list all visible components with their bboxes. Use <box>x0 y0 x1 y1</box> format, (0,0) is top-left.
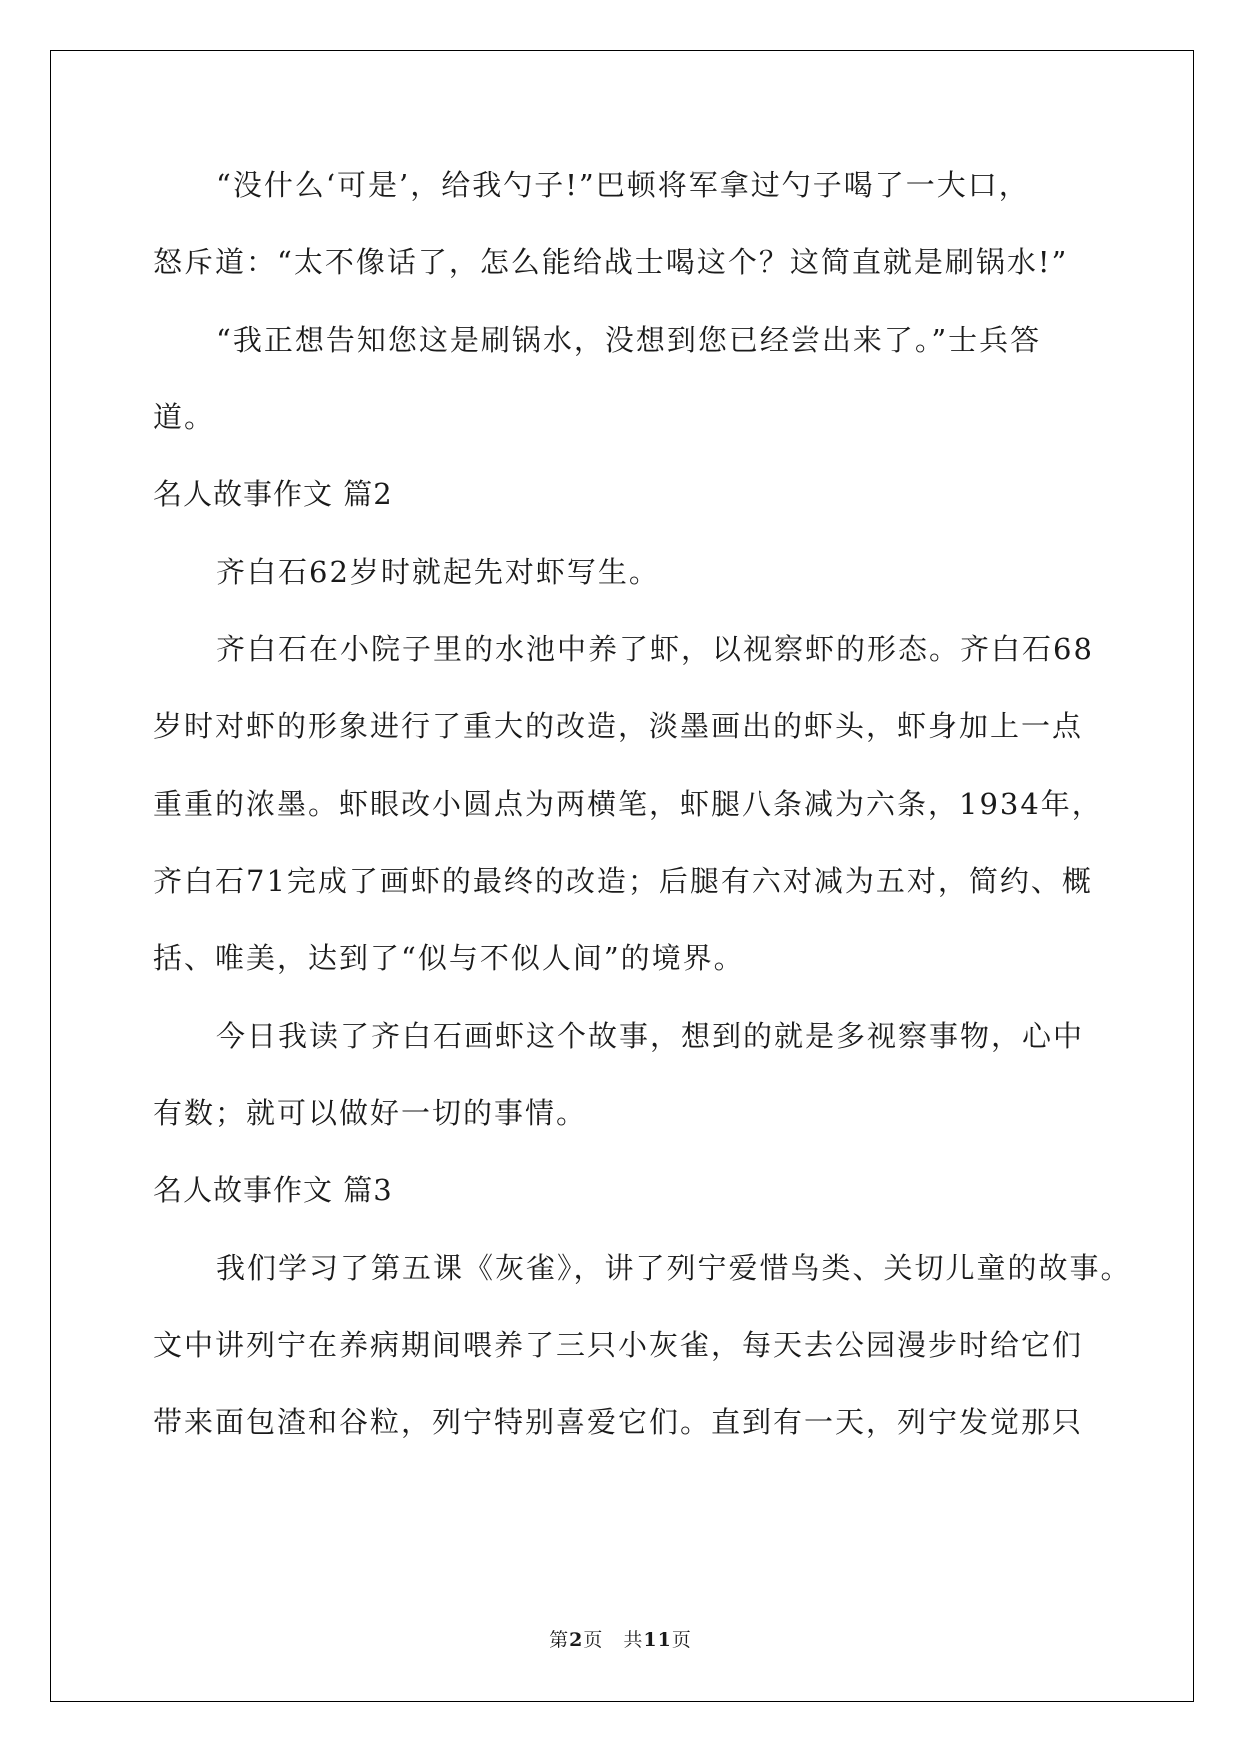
section-heading: 名人故事作文 篇3 <box>153 1173 393 1207</box>
page-suffix: 页 <box>671 1629 692 1651</box>
paragraph-line: 齐白石71完成了画虾的最终的改造；后腿有六对减为五对，简约、概 <box>153 864 1093 898</box>
section-heading: 名人故事作文 篇2 <box>153 477 393 511</box>
paragraph-line: 括、唯美，达到了“似与不似人间”的境界。 <box>153 941 745 975</box>
page-current: 2 <box>569 1629 584 1651</box>
paragraph-line: 今日我读了齐白石画虾这个故事，想到的就是多视察事物，心中 <box>216 1019 1085 1053</box>
paragraph-line: 齐白石在小院子里的水池中养了虾，以视察虾的形态。齐白石68 <box>216 632 1094 666</box>
paragraph-line: 我们学习了第五课《灰雀》，讲了列宁爱惜鸟类、关切儿童的故事。 <box>216 1251 1132 1285</box>
paragraph-line: 带来面包渣和谷粒，列宁特别喜爱它们。直到有一天，列宁发觉那只 <box>153 1405 1084 1439</box>
page-footer <box>0 1625 1241 1652</box>
paragraph-line: 重重的浓墨。虾眼改小圆点为两横笔，虾腿八条减为六条，1934年， <box>153 787 1103 821</box>
paragraph-line: 齐白石62岁时就起先对虾写生。 <box>216 555 660 589</box>
paragraph-line: 道。 <box>153 400 216 434</box>
paragraph-line: 文中讲列宁在养病期间喂养了三只小灰雀，每天去公园漫步时给它们 <box>153 1328 1084 1362</box>
paragraph-line: 岁时对虾的形象进行了重大的改造，淡墨画出的虾头，虾身加上一点 <box>153 709 1084 743</box>
paragraph-line: 怒斥道：“太不像话了，怎么能给战士喝这个？这简直就是刷锅水!” <box>153 245 1069 279</box>
paragraph-line: 有数；就可以做好一切的事情。 <box>153 1096 588 1130</box>
paragraph-line: “我正想告知您这是刷锅水，没想到您已经尝出来了。”士兵答 <box>216 323 1042 357</box>
page-mid: 页 共 <box>583 1629 644 1651</box>
paragraph-line: “没什么‘可是’，给我勺子!”巴顿将军拿过勺子喝了一大口， <box>216 168 1030 202</box>
page-prefix: 第 <box>549 1629 570 1651</box>
page-total: 11 <box>643 1629 672 1651</box>
